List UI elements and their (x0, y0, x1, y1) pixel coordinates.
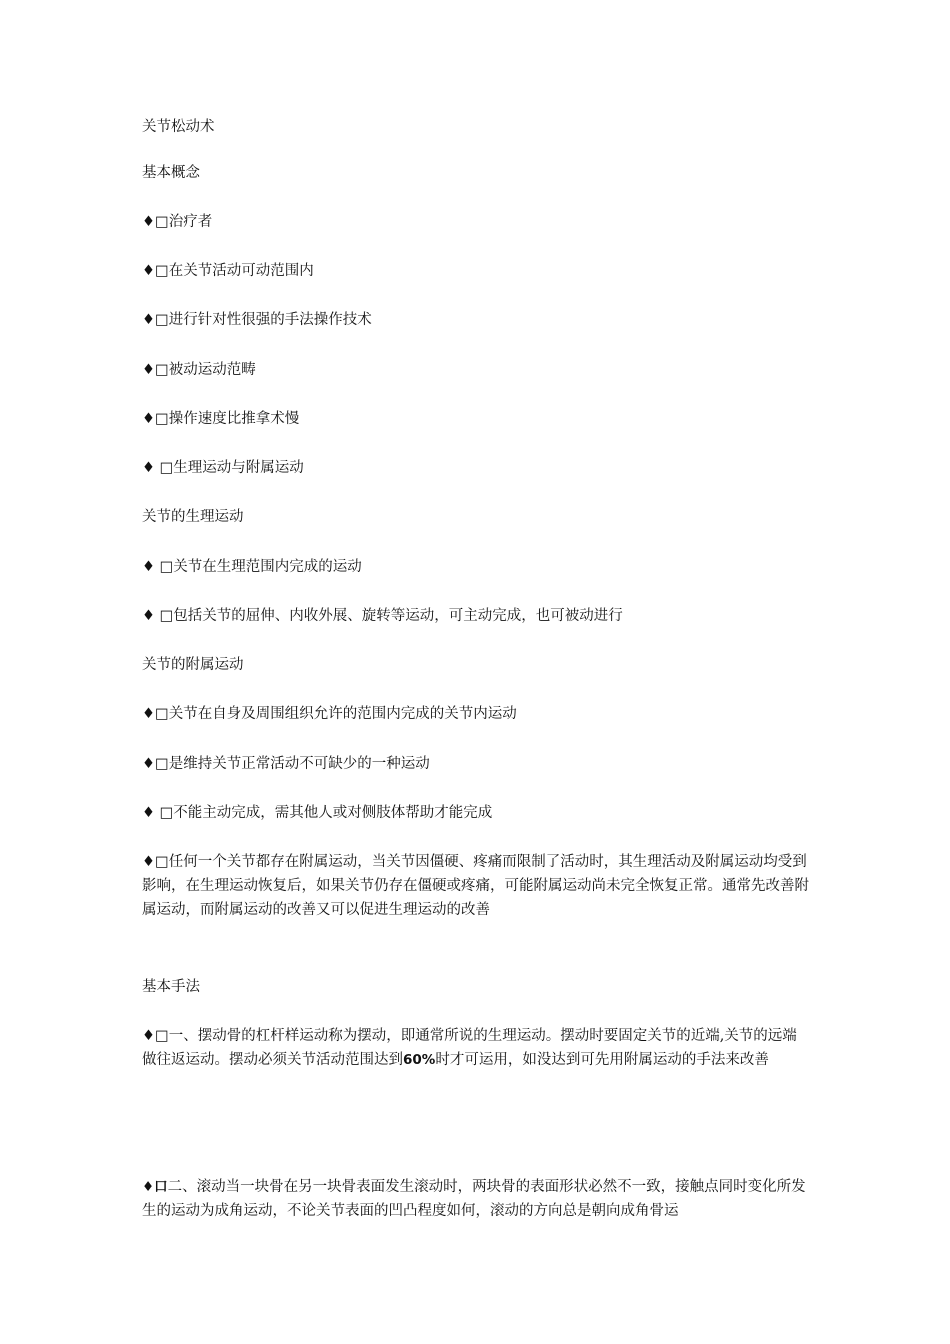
bullet-item: ♦□关节在自身及周围组织允许的范围内完成的关节内运动 (142, 706, 517, 722)
paragraph-swing-text-after: 时才可运用，如没达到可先用附属运动的手法来改善 (435, 1052, 769, 1068)
bullet-item: ♦□在关节活动可动范围内 (142, 263, 314, 279)
bullet-item: ♦ □包括关节的屈伸、内收外展、旋转等运动，可主动完成，也可被动进行 (142, 608, 623, 624)
bullet-item: ♦□操作速度比推拿术慢 (142, 411, 300, 427)
paragraph-swing-text-before: ♦□一、摆动骨的杠杆样运动称为摆动，即通常所说的生理运动。摆动时要固定关节的近端,关节的远端做往返运动。摆动必须关节活动范围达到 (142, 1028, 797, 1068)
section-heading-physiological-movement: 关节的生理运动 (142, 509, 244, 525)
bullet-item: ♦□进行针对性很强的手法操作技术 (142, 312, 372, 328)
paragraph-swing (142, 1024, 810, 1072)
paragraph-roll-marker: ♦口 (142, 1179, 168, 1195)
bullet-item: ♦□治疗者 (142, 214, 213, 230)
paragraph-accessory-movement: ♦□任何一个关节都存在附属运动，当关节因僵硬、疼痛而限制了活动时，其生理活动及附属运动均受到影响，在生理运动恢复后，如果关节仍存在僵硬或疼痛，可能附属运动尚未完全恢复正常。通常先改善附属运动，而附属运动的改善又可以促进生理运动的改善 (142, 854, 809, 918)
section-heading-basic-techniques: 基本手法 (142, 979, 200, 995)
bullet-item: ♦ □关节在生理范围内完成的运动 (142, 559, 362, 575)
section-heading-basic-concept: 基本概念 (142, 165, 200, 181)
document-title: 关节松动术 (142, 119, 215, 135)
paragraph-roll (142, 1175, 810, 1223)
paragraph-roll-text: 二、滚动当一块骨在另一块骨表面发生滚动时，两块骨的表面形状必然不一致，接触点同时变化所发生的运动为成角运动，不论关节表面的凹凸程度如何，滚动的方向总是朝向成角骨运 (142, 1179, 806, 1219)
paragraph-swing-percent: 60% (403, 1052, 436, 1068)
bullet-item: ♦□是维持关节正常活动不可缺少的一种运动 (142, 756, 430, 772)
bullet-item: ♦□被动运动范畴 (142, 362, 256, 378)
bullet-item: ♦ □不能主动完成，需其他人或对侧肢体帮助才能完成 (142, 805, 493, 821)
section-heading-accessory-movement: 关节的附属运动 (142, 657, 244, 673)
bullet-item: ♦ □生理运动与附属运动 (142, 460, 304, 476)
